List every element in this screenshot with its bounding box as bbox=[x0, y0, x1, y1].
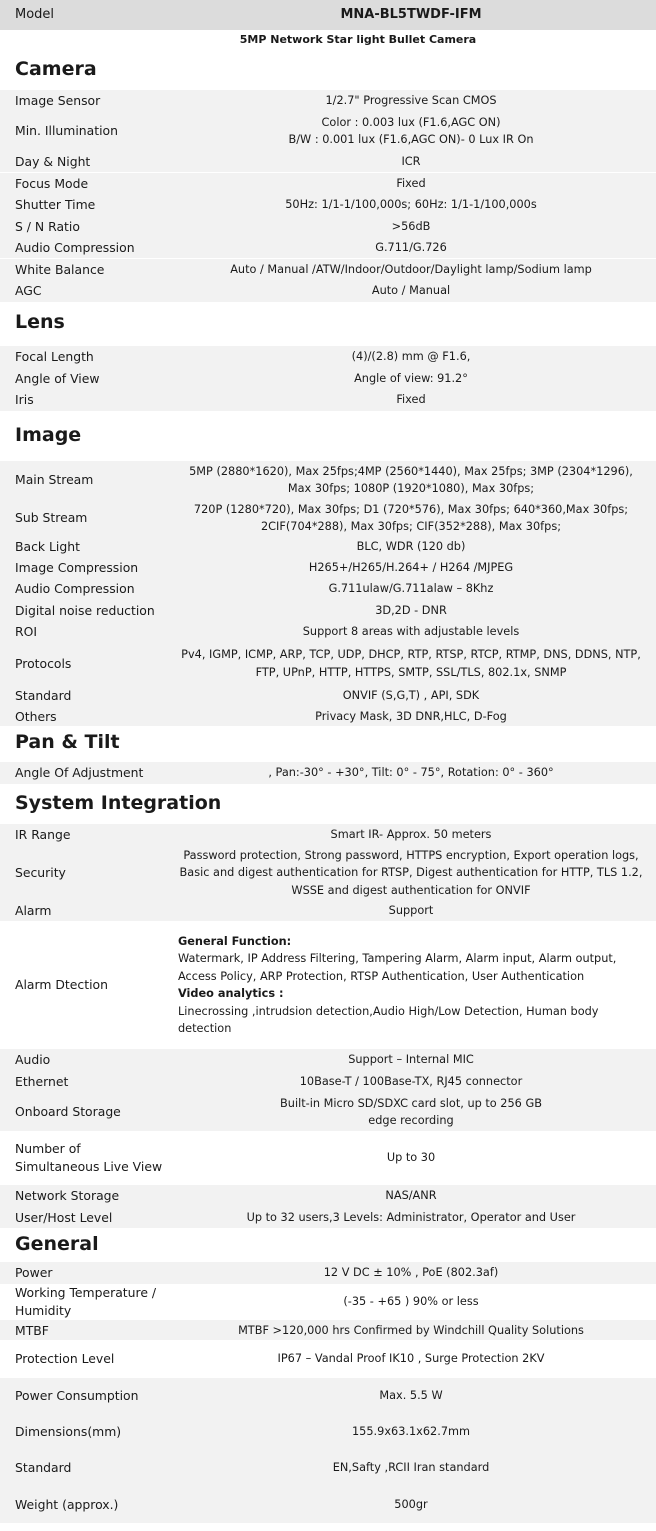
spec-value-line: FTP, UPnP, HTTP, HTTPS, SMTP, SSL/TLS, 802.1x, SNMP bbox=[255, 665, 567, 679]
spec-label: Alarm bbox=[15, 902, 52, 918]
model-value: MNA-BL5TWDF-IFM bbox=[340, 7, 482, 23]
spec-label: Standard bbox=[15, 1460, 72, 1475]
spec-label: Focal Length bbox=[15, 349, 94, 364]
spec-value-line: Watermark, IP Address Filtering, Tampering Alarm, Alarm input, Alarm output, bbox=[178, 952, 617, 965]
spec-row-roi bbox=[0, 622, 656, 642]
spec-row-protocols bbox=[0, 642, 656, 685]
spec-value bbox=[168, 1131, 656, 1185]
spec-value-line: EN,Safty ,RCII Iran standard bbox=[332, 1461, 490, 1475]
spec-value-line: WSSE and digest authentication for ONVIF bbox=[291, 883, 531, 897]
spec-row-sub-stream bbox=[0, 499, 656, 537]
spec-value-line: Fixed bbox=[396, 393, 426, 407]
spec-label: Weight (approx.) bbox=[15, 1496, 119, 1512]
spec-label: Power bbox=[15, 1265, 53, 1280]
spec-value-line: >56dB bbox=[391, 219, 431, 233]
spec-row-audio-compression bbox=[0, 237, 656, 258]
spec-row-standard bbox=[0, 685, 656, 706]
section-title: General bbox=[15, 1233, 99, 1255]
spec-value bbox=[168, 1320, 656, 1342]
spec-value bbox=[168, 1093, 656, 1131]
spec-value bbox=[168, 706, 656, 728]
spec-value bbox=[168, 846, 656, 900]
spec-value bbox=[168, 1206, 656, 1229]
spec-value-line: MTBF >120,000 hrs Confirmed by Windchill Quality Solutions bbox=[238, 1324, 584, 1338]
spec-value-line: Smart IR- Approx. 50 meters bbox=[330, 828, 492, 842]
spec-value-line: Color : 0.003 lux (F1.6,AGC ON) bbox=[321, 115, 501, 129]
spec-value-line: G.711/G.726 bbox=[375, 240, 447, 254]
spec-label: Protection Level bbox=[15, 1351, 115, 1366]
spec-value bbox=[168, 90, 656, 111]
spec-value-line: Support bbox=[388, 903, 434, 917]
section-heading-image bbox=[0, 417, 656, 453]
spec-value bbox=[168, 389, 656, 411]
section-heading-pan-tilt bbox=[0, 726, 656, 758]
spec-value-line: 720P (1280*720), Max 30fps; D1 (720*576), Max 30fps; 640*360,Max 30fps; bbox=[193, 502, 629, 516]
spec-row-back-light bbox=[0, 537, 656, 557]
spec-label: Dimensions(mm) bbox=[15, 1424, 122, 1439]
spec-value-line: Auto / Manual bbox=[371, 284, 451, 298]
spec-value bbox=[168, 622, 656, 642]
spec-label: Audio bbox=[15, 1052, 51, 1067]
spec-value-line: 50Hz: 1/1-1/100,000s; 60Hz: 1/1-1/100,000s bbox=[285, 198, 537, 212]
spec-value-line: 3D,2D - DNR bbox=[375, 604, 447, 618]
spec-row-angle-of-adjustment bbox=[0, 762, 656, 784]
product-subtitle: 5MP Network Star light Bullet Camera bbox=[239, 33, 477, 46]
spec-row-working-temperature-humidity bbox=[0, 1284, 656, 1320]
spec-value-line: Password protection, Strong password, HTTPS encryption, Export operation logs, bbox=[183, 848, 639, 862]
spec-value-line: 2CIF(704*288), Max 30fps; CIF(352*288), Max 30fps; bbox=[260, 520, 562, 533]
spec-value-line: Basic and digest authentication for RTSP, Digest authentication for HTTP, TLS 1.2, bbox=[179, 866, 643, 880]
spec-value-line: 12 V DC ± 10% , PoE (802.3af) bbox=[323, 1266, 499, 1280]
section-heading-system-integration bbox=[0, 786, 656, 820]
spec-label: Working Temperature / Humidity bbox=[15, 1285, 157, 1318]
model-label: Model bbox=[15, 7, 55, 22]
spec-row-audio-compression bbox=[0, 578, 656, 600]
spec-label: Min. Illumination bbox=[15, 123, 118, 138]
spec-row-power bbox=[0, 1262, 656, 1284]
spec-value bbox=[168, 900, 656, 921]
spec-value-line: ONVIF (S,G,T) , API, SDK bbox=[342, 688, 480, 702]
spec-value-line: G.711ulaw/G.711alaw – 8Khz bbox=[328, 582, 494, 596]
spec-value-line: Max 30fps; 1080P (1920*1080), Max 30fps; bbox=[287, 482, 535, 495]
spec-value bbox=[168, 173, 656, 194]
spec-value bbox=[168, 600, 656, 622]
spec-label: Sub Stream bbox=[15, 510, 88, 525]
section-title: Lens bbox=[15, 311, 65, 333]
spec-value-line: 500gr bbox=[394, 1497, 428, 1511]
spec-row-user-host-level bbox=[0, 1206, 656, 1229]
spec-value bbox=[168, 1284, 656, 1320]
spec-value bbox=[168, 1450, 656, 1486]
spec-value-line: (4)/(2.8) mm @ F1.6, bbox=[351, 350, 471, 364]
spec-value-line: IP67 – Vandal Proof IK10 , Surge Protection 2KV bbox=[277, 1352, 545, 1366]
spec-row-focal-length bbox=[0, 346, 656, 368]
spec-value-line: (-35 - +65 ) 90% or less bbox=[343, 1295, 479, 1309]
spec-value-line: Up to 30 bbox=[386, 1151, 436, 1165]
spec-label: Digital noise reduction bbox=[15, 603, 155, 618]
spec-label: Onboard Storage bbox=[15, 1104, 121, 1119]
spec-value-line: Auto / Manual /ATW/Indoor/Outdoor/Daylight lamp/Sodium lamp bbox=[230, 262, 592, 276]
spec-row-image-compression bbox=[0, 557, 656, 578]
spec-row-white-balance bbox=[0, 259, 656, 280]
spec-row-ethernet bbox=[0, 1071, 656, 1093]
spec-row-dimensions-mm bbox=[0, 1414, 656, 1450]
spec-value-line: General Function: bbox=[178, 934, 292, 948]
spec-row-angle-of-view bbox=[0, 368, 656, 389]
spec-value-line: B/W : 0.001 lux (F1.6,AGC ON)- 0 Lux IR On bbox=[288, 133, 534, 146]
spec-row-agc bbox=[0, 280, 656, 302]
spec-value bbox=[168, 280, 656, 302]
section-title: Camera bbox=[15, 58, 97, 80]
spec-value bbox=[168, 1378, 656, 1414]
spec-value bbox=[168, 259, 656, 280]
section-heading-lens bbox=[0, 305, 656, 339]
spec-label: IR Range bbox=[15, 827, 71, 842]
spec-value bbox=[168, 499, 656, 537]
section-title: Pan & Tilt bbox=[15, 731, 120, 753]
spec-label: Network Storage bbox=[15, 1187, 120, 1203]
spec-row-alarm-dtection bbox=[0, 921, 656, 1049]
spec-value bbox=[168, 346, 656, 368]
spec-value-line: detection bbox=[178, 1022, 232, 1035]
spec-row-iris bbox=[0, 389, 656, 411]
spec-value bbox=[168, 1185, 656, 1206]
spec-label: Angle Of Adjustment bbox=[15, 765, 144, 780]
spec-row-digital-noise-reduction bbox=[0, 600, 656, 622]
spec-value-line: Privacy Mask, 3D DNR,HLC, D-Fog bbox=[315, 710, 507, 724]
spec-value-line: Support 8 areas with adjustable levels bbox=[302, 625, 520, 639]
spec-value bbox=[168, 237, 656, 258]
spec-value-line: Linecrossing ,intrudsion detection,Audio High/Low Detection, Human body bbox=[178, 1004, 599, 1018]
spec-row-audio bbox=[0, 1049, 656, 1071]
spec-label: Power Consumption bbox=[15, 1388, 139, 1403]
spec-value bbox=[168, 368, 656, 389]
spec-label: Main Stream bbox=[15, 472, 94, 487]
spec-label: Focus Mode bbox=[15, 175, 89, 191]
spec-value bbox=[168, 642, 656, 685]
spec-value bbox=[168, 1071, 656, 1093]
section-title: Image bbox=[15, 424, 82, 446]
spec-row-image-sensor bbox=[0, 90, 656, 111]
spec-value bbox=[168, 1262, 656, 1284]
spec-value bbox=[168, 1414, 656, 1450]
spec-value bbox=[168, 111, 656, 151]
spec-row-min-illumination bbox=[0, 111, 656, 151]
spec-value bbox=[168, 578, 656, 600]
spec-value-line: 5MP (2880*1620), Max 25fps;4MP (2560*1440), Max 25fps; 3MP (2304*1296), bbox=[189, 464, 633, 478]
spec-label: Ethernet bbox=[15, 1074, 69, 1089]
spec-label: White Balance bbox=[15, 261, 105, 277]
spec-value-line: H265+/H265/H.264+ / H264 /MJPEG bbox=[308, 560, 514, 574]
spec-label: Others bbox=[15, 709, 57, 724]
spec-row-network-storage bbox=[0, 1185, 656, 1206]
spec-label: Day & Night bbox=[15, 153, 91, 169]
spec-value bbox=[168, 194, 656, 216]
spec-row-main-stream bbox=[0, 461, 656, 499]
spec-value-line: 155.9x63.1x62.7mm bbox=[351, 1425, 471, 1439]
spec-label: Protocols bbox=[15, 655, 72, 671]
spec-value-line: Support – Internal MIC bbox=[348, 1053, 474, 1067]
spec-value-line: Pv4, IGMP, ICMP, ARP, TCP, UDP, DHCP, RTP, RTSP, RTCP, RTMP, DNS, DDNS, NTP, bbox=[181, 648, 641, 661]
spec-value-line: 1/2.7" Progressive Scan CMOS bbox=[325, 93, 497, 107]
spec-value bbox=[168, 685, 656, 706]
model-header-row bbox=[0, 0, 656, 30]
spec-label: Back Light bbox=[15, 539, 80, 554]
spec-label: Image Sensor bbox=[15, 92, 101, 108]
spec-value-line: , Pan:-30° - +30°, Tilt: 0° - 75°, Rotation: 0° - 360° bbox=[268, 766, 554, 780]
spec-value bbox=[168, 151, 656, 172]
spec-value-line: 10Base-T / 100Base-TX, RJ45 connector bbox=[299, 1075, 523, 1089]
spec-value bbox=[168, 1049, 656, 1071]
spec-value-line: Access Policy, ARP Protection, RTSP Authentication, User Authentication bbox=[178, 969, 585, 983]
spec-label: S / N Ratio bbox=[15, 218, 80, 234]
spec-label: Image Compression bbox=[15, 559, 139, 575]
spec-value-line: Built-in Micro SD/SDXC card slot, up to 256 GB bbox=[280, 1096, 542, 1110]
spec-label: Audio Compression bbox=[15, 581, 135, 596]
spec-label: Alarm Dtection bbox=[15, 977, 108, 992]
spec-value bbox=[168, 762, 656, 784]
section-heading-camera bbox=[0, 52, 656, 86]
spec-row-shutter-time bbox=[0, 194, 656, 216]
spec-value-line: Fixed bbox=[396, 176, 426, 190]
spec-value bbox=[168, 537, 656, 557]
spec-value bbox=[168, 461, 656, 499]
spec-row-s-n-ratio bbox=[0, 216, 656, 237]
spec-row-onboard-storage bbox=[0, 1093, 656, 1131]
spec-label: ROI bbox=[15, 624, 38, 639]
section-heading-general bbox=[0, 1228, 656, 1260]
section-title: System Integration bbox=[15, 792, 222, 814]
spec-label: Security bbox=[15, 865, 66, 880]
spec-value bbox=[168, 557, 656, 578]
spec-value-line: Up to 32 users,3 Levels: Administrator, Operator and User bbox=[246, 1210, 576, 1224]
spec-label: Audio Compression bbox=[15, 239, 135, 255]
spec-value-line: Video analytics : bbox=[178, 987, 284, 1000]
spec-row-number-of-simultaneous-live-view bbox=[0, 1131, 656, 1185]
spec-row-ir-range bbox=[0, 824, 656, 846]
spec-value-line: BLC, WDR (120 db) bbox=[356, 540, 466, 554]
spec-value bbox=[168, 1486, 656, 1523]
spec-row-power-consumption bbox=[0, 1378, 656, 1414]
spec-row-day-night bbox=[0, 151, 656, 172]
spec-row-mtbf bbox=[0, 1320, 656, 1342]
spec-value-line: ICR bbox=[401, 154, 421, 168]
spec-row-protection-level bbox=[0, 1340, 656, 1378]
spec-value bbox=[168, 921, 656, 1049]
spec-value-line: Angle of view: 91.2° bbox=[354, 371, 468, 385]
spec-label: Standard bbox=[15, 687, 72, 703]
spec-label: Angle of View bbox=[15, 370, 100, 386]
spec-row-weight-approx bbox=[0, 1486, 656, 1523]
spec-label: Iris bbox=[15, 392, 34, 407]
spec-label: MTBF bbox=[15, 1323, 49, 1338]
spec-row-others bbox=[0, 706, 656, 728]
spec-label: AGC bbox=[15, 283, 42, 298]
spec-label: Number of Simultaneous Live View bbox=[15, 1141, 163, 1174]
spec-row-security bbox=[0, 846, 656, 900]
spec-row-alarm bbox=[0, 900, 656, 921]
spec-label: User/Host Level bbox=[15, 1209, 113, 1225]
spec-value bbox=[168, 216, 656, 237]
spec-value-line: NAS/ANR bbox=[385, 1188, 437, 1202]
spec-row-standard bbox=[0, 1450, 656, 1486]
spec-value bbox=[168, 824, 656, 846]
spec-value-line: Max. 5.5 W bbox=[379, 1389, 443, 1403]
spec-row-focus-mode bbox=[0, 173, 656, 194]
spec-value-line: edge recording bbox=[368, 1114, 454, 1127]
spec-value bbox=[168, 1340, 656, 1378]
spec-label: Shutter Time bbox=[15, 197, 96, 212]
